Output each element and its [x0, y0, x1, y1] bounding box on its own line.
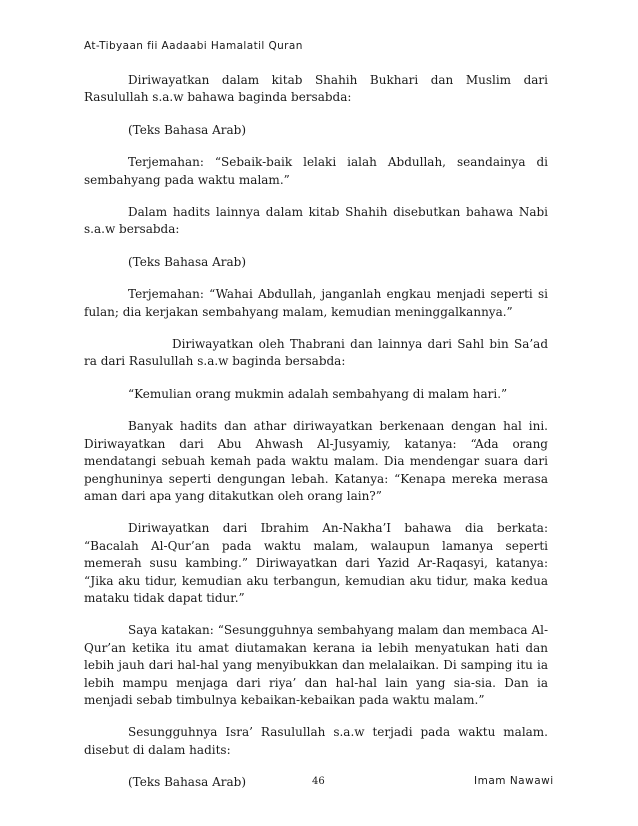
paragraph: Terjemahan: “Wahai Abdullah, janganlah engkau menjadi seperti si fulan; dia kerjakan sembahyang malam, kemudian meninggalkannya.”	[84, 287, 548, 319]
paragraph: “Kemulian orang mukmin adalah sembahyang di malam hari.”	[128, 386, 508, 401]
paragraph: Banyak hadits dan athar diriwayatkan berkenaan dengan hal ini. Diriwayatkan dari Abu Ahwash Al-Jusyamiy, katanya: “Ada orang mendatangi sebuah kemah pada waktu malam. Dia mendengar suara dari penghuninya seperti dengungan lebah. Katanya: “Kenapa mereka merasa aman dari apa yang ditakutkan oleh orang lain?”	[84, 419, 548, 503]
paragraph: Diriwayatkan dari Ibrahim An-Nakha’I bahawa dia berkata: “Bacalah Al-Qur’an pada waktu malam, walaupun lamanya seperti memerah susu kambing.” Diriwayatkan dari Yazid Ar-Raqasyi, katanya: “Jika aku tidur, kemudian aku terbangun, kemudian aku tidur, maka kedua mataku tidak dapat tidur.”	[84, 521, 548, 605]
paragraph: Saya katakan: “Sesungguhnya sembahyang malam dan membaca Al-Qur’an ketika itu amat diutamakan kerana ia lebih menyatukan hati dan lebih jauh dari hal-hal yang menyibukkan dan melalaikan. Di samping itu ia lebih mampu menjaga dari riya’ dan hal-hal lain yang sia-sia. Dan ia menjadi sebab timbulnya kebaikan-kebaikan pada waktu malam.”	[84, 623, 548, 707]
paragraph: Terjemahan: “Sebaik-baik lelaki ialah Abdullah, seandainya di sembahyang pada waktu malam.”	[84, 155, 548, 187]
running-header: At-Tibyaan fii Aadaabi Hamalatil Quran	[84, 40, 303, 52]
paragraph: (Teks Bahasa Arab)	[128, 254, 247, 269]
paragraph: Sesungguhnya Isra’ Rasulullah s.a.w terjadi pada waktu malam. disebut di dalam hadits:	[84, 725, 548, 757]
page-body	[84, 72, 548, 807]
paragraph: Dalam hadits lainnya dalam kitab Shahih disebutkan bahawa Nabi s.a.w bersabda:	[84, 205, 548, 237]
paragraph: (Teks Bahasa Arab)	[128, 775, 247, 790]
page-number: 46	[312, 776, 325, 787]
paragraph: Diriwayatkan oleh Thabrani dan lainnya dari Sahl bin Sa’ad ra dari Rasulullah s.a.w baginda bersabda:	[84, 337, 548, 369]
paragraph: (Teks Bahasa Arab)	[128, 122, 247, 137]
running-footer-author: Imam Nawawi	[474, 775, 554, 787]
paragraph: Diriwayatkan dalam kitab Shahih Bukhari dan Muslim dari Rasulullah s.a.w bahawa baginda bersabda:	[84, 73, 548, 105]
